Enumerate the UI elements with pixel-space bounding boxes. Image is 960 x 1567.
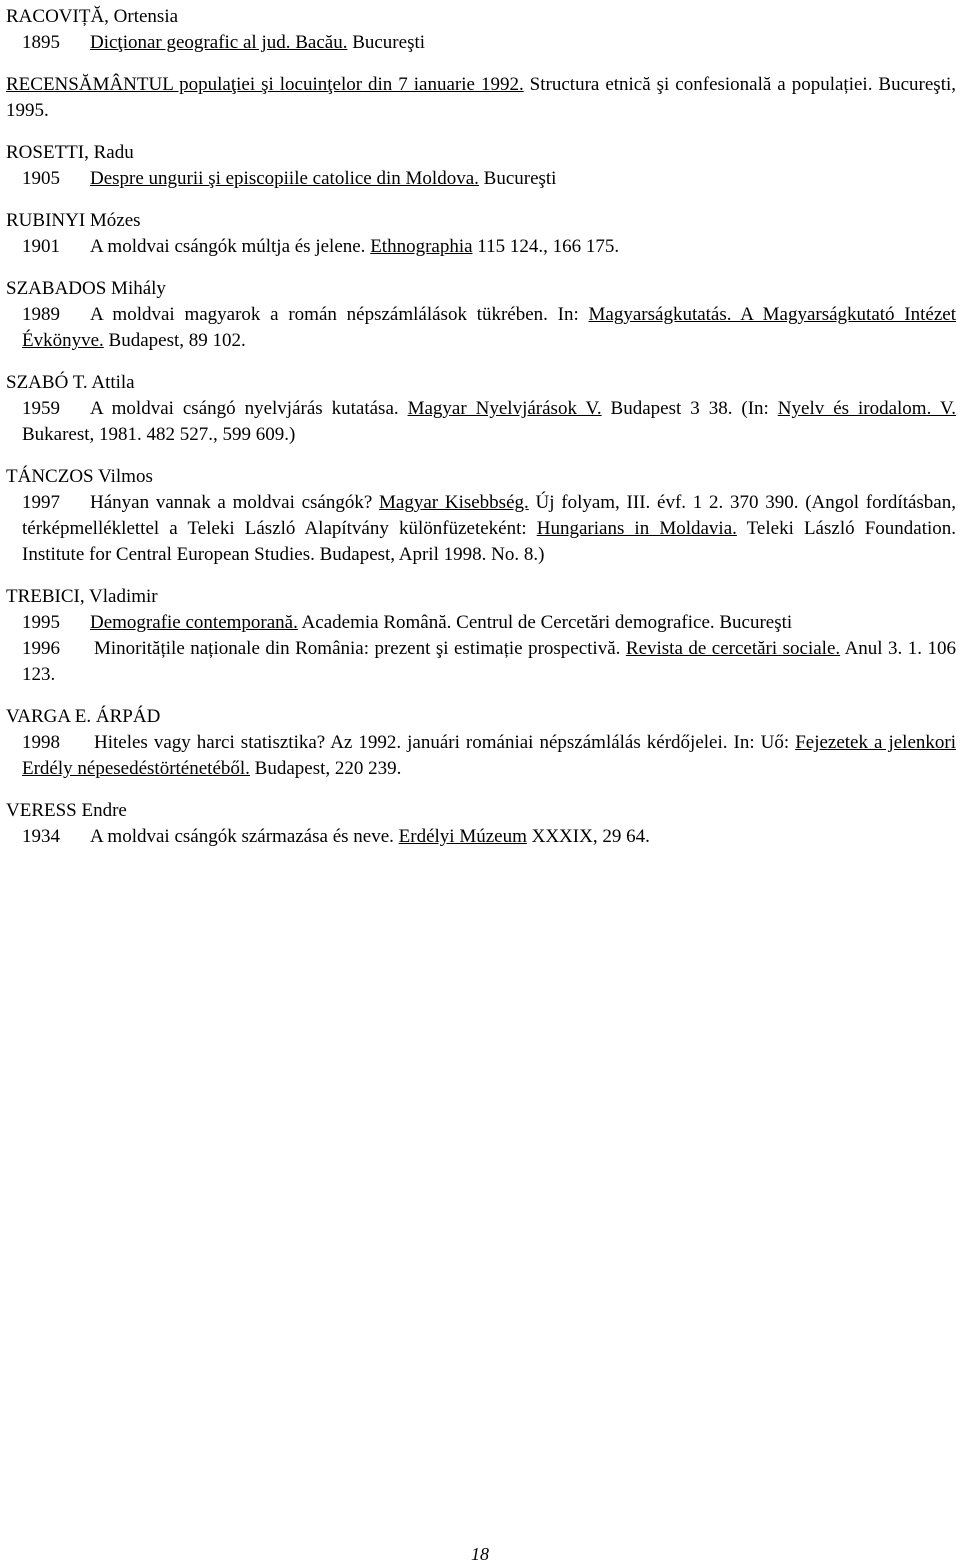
bib-entry-szabados <box>6 276 956 354</box>
ref-year: 1901 <box>22 236 60 257</box>
ref-year: 1895 <box>22 32 60 53</box>
ref-details: Structura etnică şi confesională a populației. Bucureşti, 1995. <box>6 74 957 121</box>
ref-details: Teleki László Foundation. Institute for Central European Studies. Budapest, April 1998. No. 8.) <box>22 518 957 565</box>
entry-author: RACOVIȚĂ, Ortensia <box>6 6 179 27</box>
bib-entry-trebici <box>6 584 956 688</box>
ref-prefix: A moldvai csángók múltja és jelene. <box>90 236 371 257</box>
entry-reference <box>6 824 956 850</box>
bibliography-page <box>6 4 956 866</box>
entry-reference <box>6 490 956 568</box>
bib-entry-rosetti <box>6 140 956 192</box>
ref-middle: Budapest 3 38. (In: <box>601 398 778 419</box>
ref-title: Magyarságkutatás. A Magyarságkutató Intézet Évkönyve. <box>22 304 956 351</box>
entry-author: ROSETTI, Radu <box>6 142 134 163</box>
ref-details: Budapest, 89 102. <box>103 330 246 351</box>
ref-title-secondary: Nyelv és irodalom. V. <box>777 398 956 419</box>
ref-title: Revista de cercetări sociale. <box>625 638 841 659</box>
ref-title: Dicţionar geografic al jud. Bacău. <box>90 32 348 53</box>
bib-entry-varga <box>6 704 956 782</box>
ref-title: Ethnographia <box>370 236 473 257</box>
ref-prefix: Minoritățile naționale din România: prezent şi estimație prospectivă. <box>94 638 626 659</box>
ref-year: 1989 <box>22 304 60 325</box>
ref-year: 1996 <box>22 638 60 659</box>
ref-title: Magyar Kisebbség. <box>379 492 529 513</box>
ref-year: 1995 <box>22 612 60 633</box>
ref-details: XXXIX, 29 64. <box>526 826 650 847</box>
ref-year: 1934 <box>22 826 60 847</box>
ref-title: Demografie contemporană. <box>90 612 298 633</box>
entry-reference <box>6 302 956 354</box>
ref-prefix: A moldvai csángók származása és neve. <box>90 826 399 847</box>
ref-middle: Új folyam, III. évf. 1 2. 370 390. (Angol fordításban, térképmelléklettel a Teleki László Alapítvány különfüzeteként: <box>22 492 956 539</box>
ref-title-secondary: Hungarians in Moldavia. <box>536 518 737 539</box>
ref-details: Bukarest, 1981. 482 527., 599 609.) <box>22 424 296 445</box>
entry-reference <box>6 166 956 192</box>
bib-entry-racovita <box>6 4 956 56</box>
page-number: 18 <box>471 1544 489 1564</box>
entry-author: SZABADOS Mihály <box>6 278 166 299</box>
ref-prefix: Hányan vannak a moldvai csángók? <box>90 492 380 513</box>
entry-author: VERESS Endre <box>6 800 127 821</box>
entry-author: TREBICI, Vladimir <box>6 586 158 607</box>
ref-prefix: A moldvai csángó nyelvjárás kutatása. <box>90 398 408 419</box>
ref-title: RECENSĂMÂNTUL populaţiei şi locuinţelor din 7 ianuarie 1992. <box>6 74 524 95</box>
ref-year: 1998 <box>22 732 60 753</box>
bib-entry-szabo <box>6 370 956 448</box>
entry-reference <box>6 636 956 688</box>
ref-details: Anul 3. 1. 106 123. <box>22 638 957 685</box>
entry-author: SZABÓ T. Attila <box>6 372 135 393</box>
ref-title: Despre ungurii şi episcopiile catolice din Moldova. <box>90 168 479 189</box>
ref-year: 1959 <box>22 398 60 419</box>
entry-reference <box>6 234 956 260</box>
entry-reference <box>6 730 956 782</box>
ref-details: 115 124., 166 175. <box>472 236 620 257</box>
entry-reference <box>6 396 956 448</box>
ref-year: 1905 <box>22 168 60 189</box>
ref-prefix: Hiteles vagy harci statisztika? Az 1992. januári romániai népszámlálás kérdőjelei. In: Uő: <box>94 732 796 753</box>
ref-title: Magyar Nyelvjárások V. <box>407 398 602 419</box>
ref-details: Bucureşti <box>347 32 426 53</box>
bib-entry-rubinyi <box>6 208 956 260</box>
entry-author: RUBINYI Mózes <box>6 210 141 231</box>
ref-details: Bucureşti <box>478 168 557 189</box>
ref-prefix: A moldvai magyarok a román népszámlálások tükrében. In: <box>90 304 589 325</box>
entry-reference <box>6 610 956 636</box>
bib-entry-tanczos <box>6 464 956 568</box>
ref-details: Budapest, 220 239. <box>249 758 402 779</box>
bib-entry-recensamantul <box>6 72 956 124</box>
entry-author: TÁNCZOS Vilmos <box>6 466 153 487</box>
ref-title: Erdélyi Múzeum <box>398 826 527 847</box>
bib-entry-veress <box>6 798 956 850</box>
ref-year: 1997 <box>22 492 60 513</box>
entry-author: VARGA E. ÁRPÁD <box>6 706 161 727</box>
entry-reference <box>6 72 956 124</box>
ref-details: Academia Română. Centrul de Cercetări demografice. Bucureşti <box>297 612 793 633</box>
ref-title: Fejezetek a jelenkori Erdély népesedéstörténetéből. <box>22 732 956 779</box>
entry-reference <box>6 30 956 56</box>
